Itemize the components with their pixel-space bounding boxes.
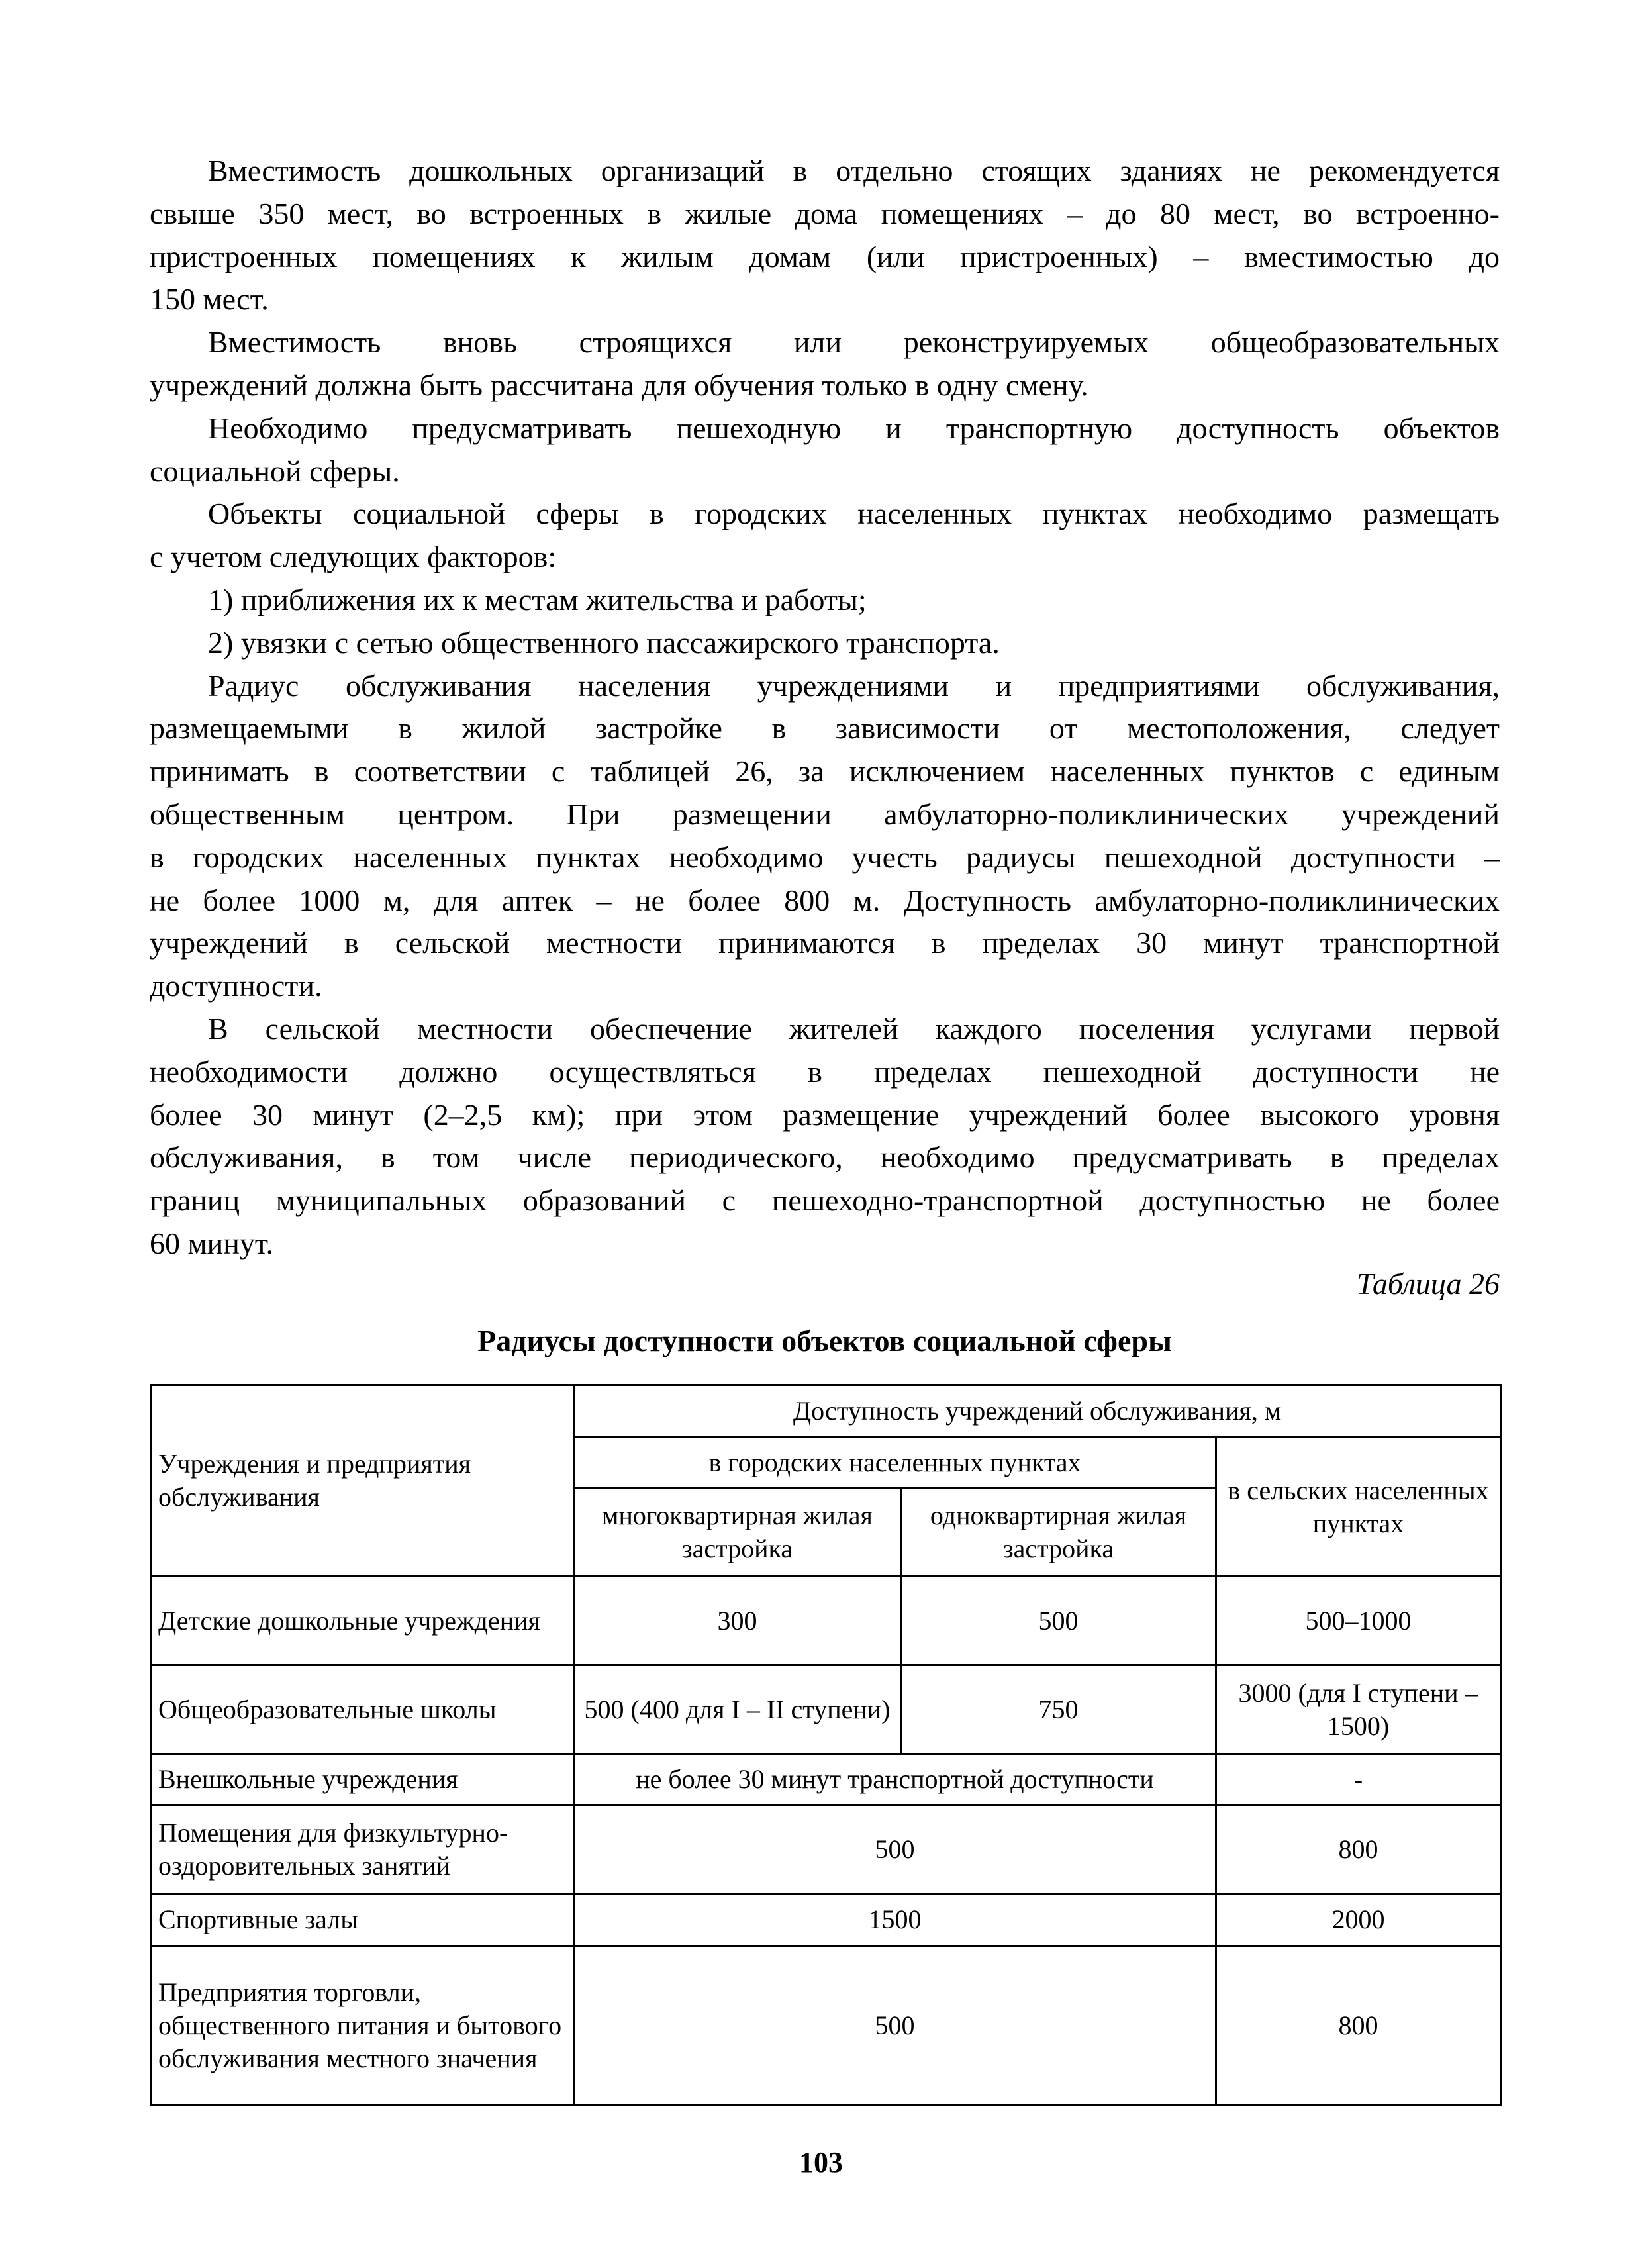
- text-line: Радиус обслуживания населения учреждениями и предприятиями обслуживания,: [208, 668, 1500, 703]
- header-urban: в городских населенных пунктах: [574, 1438, 1216, 1488]
- text-line: 2) увязки с сетью общественного пассажирского транспорта.: [208, 625, 1000, 660]
- header-multi: многоквартирная жилая застройка: [574, 1488, 901, 1577]
- text-line: свыше 350 мест, во встроенных в жилые дома помещениях – до 80 мест, во встроенно-: [150, 196, 1500, 230]
- cell-urban: 500: [574, 1805, 1216, 1894]
- text-line: с учетом следующих факторов:: [150, 540, 557, 574]
- cell-rural: 800: [1216, 1805, 1501, 1894]
- text-line: не более 1000 м, для аптек – не более 800 м. Доступность амбулаторно-поликлинических: [150, 883, 1500, 917]
- header-single: одноквартирная жилая застройка: [901, 1488, 1216, 1577]
- text-line: 1) приближения их к местам жительства и работы;: [208, 582, 867, 616]
- page-number: 103: [799, 2146, 843, 2179]
- text-line: учреждений должна быть рассчитана для обучения только в одну смену.: [150, 368, 1088, 402]
- header-institutions: Учреждения и предприятия обслуживания: [151, 1385, 574, 1577]
- cell-single: 750: [901, 1665, 1216, 1754]
- text-line: доступности.: [150, 969, 322, 1003]
- row-name: Спортивные залы: [151, 1894, 574, 1946]
- row-name: Общеобразовательные школы: [151, 1665, 574, 1754]
- row-name: Детские дошкольные учреждения: [151, 1577, 574, 1665]
- paragraph: [150, 407, 1500, 493]
- text-line: учреждений в сельской местности принимаются в пределах 30 минут транспортной: [150, 926, 1500, 960]
- body-text: [150, 150, 1500, 1265]
- table-title: Радиусы доступности объектов социальной сферы: [477, 1324, 1172, 1357]
- cell-urban: 500: [574, 1946, 1216, 2106]
- text-line: необходимости должно осуществляться в пределах пешеходной доступности не: [150, 1054, 1500, 1089]
- cell-urban: 1500: [574, 1894, 1216, 1946]
- text-line: границ муниципальных образований с пешеходно-транспортной доступностью не более: [150, 1183, 1500, 1218]
- cell-rural: 500–1000: [1216, 1577, 1501, 1665]
- table-row: [151, 1754, 1501, 1805]
- cell-rural: 800: [1216, 1946, 1501, 2106]
- row-name: Внешкольные учреждения: [151, 1754, 574, 1805]
- text-line: Необходимо предусматривать пешеходную и транспортную доступность объектов: [208, 411, 1500, 445]
- cell-single: 500: [901, 1577, 1216, 1665]
- cell-rural: -: [1216, 1754, 1501, 1805]
- header-rural: в сельских населенных пунктах: [1216, 1438, 1501, 1577]
- cell-rural: 2000: [1216, 1894, 1501, 1946]
- text-line: социальной сферы.: [150, 454, 400, 488]
- row-name: Помещения для физкультурно-оздоровительных занятий: [151, 1805, 574, 1894]
- text-line: 60 минут.: [150, 1226, 273, 1260]
- paragraph: [150, 665, 1500, 1008]
- text-line: 150 мест.: [150, 282, 269, 317]
- text-line: обслуживания, в том числе периодического, необходимо предусматривать в пределах: [150, 1140, 1500, 1175]
- cell-urban: не более 30 минут транспортной доступности: [574, 1754, 1216, 1805]
- text-line: пристроенных помещениях к жилым домам (или пристроенных) – вместимостью до: [150, 239, 1500, 273]
- table-row: [151, 1946, 1501, 2106]
- header-access: Доступность учреждений обслуживания, м: [574, 1385, 1501, 1438]
- text-line: размещаемыми в жилой застройке в зависимости от местоположения, следует: [150, 711, 1500, 746]
- text-line: общественным центром. При размещении амбулаторно-поликлинических учреждений: [150, 797, 1500, 831]
- text-line: В сельской местности обеспечение жителей каждого поселения услугами первой: [208, 1011, 1500, 1046]
- cell-multi: 500 (400 для I – II ступени): [574, 1665, 901, 1754]
- table-row: [151, 1665, 1501, 1754]
- table-row: [151, 1805, 1501, 1894]
- text-line: более 30 минут (2–2,5 км); при этом размещение учреждений более высокого уровня: [150, 1097, 1500, 1132]
- paragraph: [150, 150, 1500, 321]
- paragraph: [150, 622, 1500, 665]
- text-line: Объекты социальной сферы в городских населенных пунктах необходимо размещать: [208, 497, 1500, 531]
- paragraph: [150, 1008, 1500, 1265]
- cell-rural: 3000 (для I ступени – 1500): [1216, 1665, 1501, 1754]
- paragraph: [150, 579, 1500, 622]
- table-row: [151, 1894, 1501, 1946]
- paragraph: [150, 321, 1500, 407]
- text-line: Вместимость дошкольных организаций в отдельно стоящих зданиях не рекомендуется: [208, 154, 1500, 187]
- table-row: [151, 1577, 1501, 1665]
- text-line: принимать в соответствии с таблицей 26, за исключением населенных пунктов с единым: [150, 754, 1500, 789]
- cell-multi: 300: [574, 1577, 901, 1665]
- text-line: Вместимость вновь строящихся или реконструируемых общеобразовательных: [208, 325, 1500, 360]
- accessibility-table: [150, 1384, 1502, 2106]
- row-name: Предприятия торговли, общественного питания и бытового обслуживания местного значения: [151, 1946, 574, 2106]
- paragraph: [150, 493, 1500, 579]
- table-number: Таблица 26: [1356, 1267, 1500, 1301]
- text-line: в городских населенных пунктах необходимо учесть радиусы пешеходной доступности –: [150, 840, 1500, 874]
